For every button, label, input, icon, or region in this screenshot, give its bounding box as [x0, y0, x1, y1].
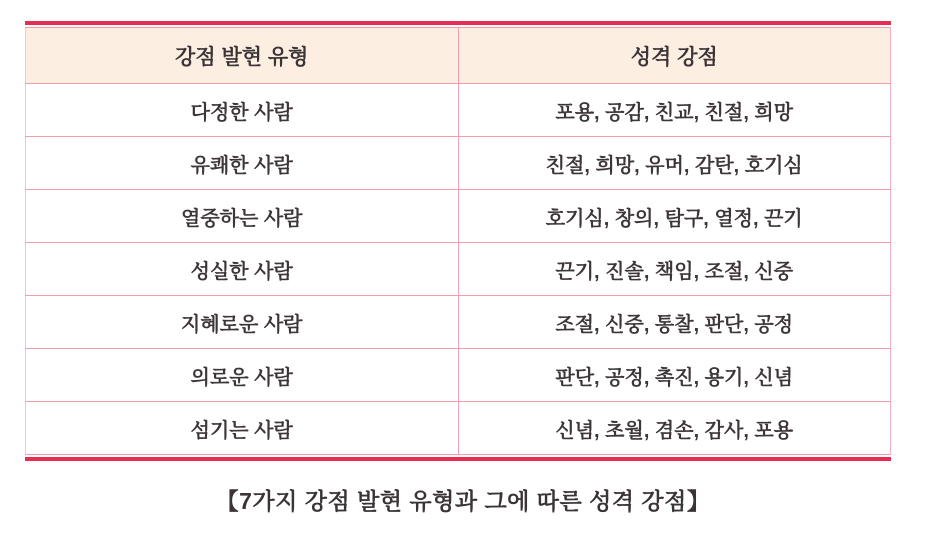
cell-type: 열중하는 사람 — [26, 190, 459, 243]
table-row — [26, 296, 891, 349]
cell-strengths: 호기심, 창의, 탐구, 열정, 끈기 — [458, 190, 891, 243]
cell-type: 유쾌한 사람 — [26, 137, 459, 190]
cell-type: 성실한 사람 — [26, 243, 459, 296]
table-row — [26, 84, 891, 137]
cell-strengths: 포용, 공감, 친교, 친절, 희망 — [458, 84, 891, 137]
cell-strengths: 판단, 공정, 촉진, 용기, 신념 — [458, 349, 891, 402]
cell-strengths: 조절, 신중, 통찰, 판단, 공정 — [458, 296, 891, 349]
column-header-type: 강점 발현 유형 — [26, 28, 459, 84]
strengths-table — [25, 27, 891, 455]
column-header-strengths: 성격 강점 — [458, 28, 891, 84]
cell-type: 지혜로운 사람 — [26, 296, 459, 349]
table-row — [26, 190, 891, 243]
cell-type: 의로운 사람 — [26, 349, 459, 402]
cell-strengths: 끈기, 진솔, 책임, 조절, 신중 — [458, 243, 891, 296]
cell-type: 다정한 사람 — [26, 84, 459, 137]
table-row — [26, 137, 891, 190]
table-row — [26, 349, 891, 402]
table-caption: 【7가지 강점 발현 유형과 그에 따른 성격 강점】 — [215, 488, 711, 514]
table-row — [26, 402, 891, 455]
cell-strengths: 친절, 희망, 유머, 감탄, 호기심 — [458, 137, 891, 190]
table-row — [26, 243, 891, 296]
table-header-row — [26, 28, 891, 84]
strengths-table-frame — [25, 21, 891, 461]
cell-type: 섬기는 사람 — [26, 402, 459, 455]
cell-strengths: 신념, 초월, 겸손, 감사, 포용 — [458, 402, 891, 455]
